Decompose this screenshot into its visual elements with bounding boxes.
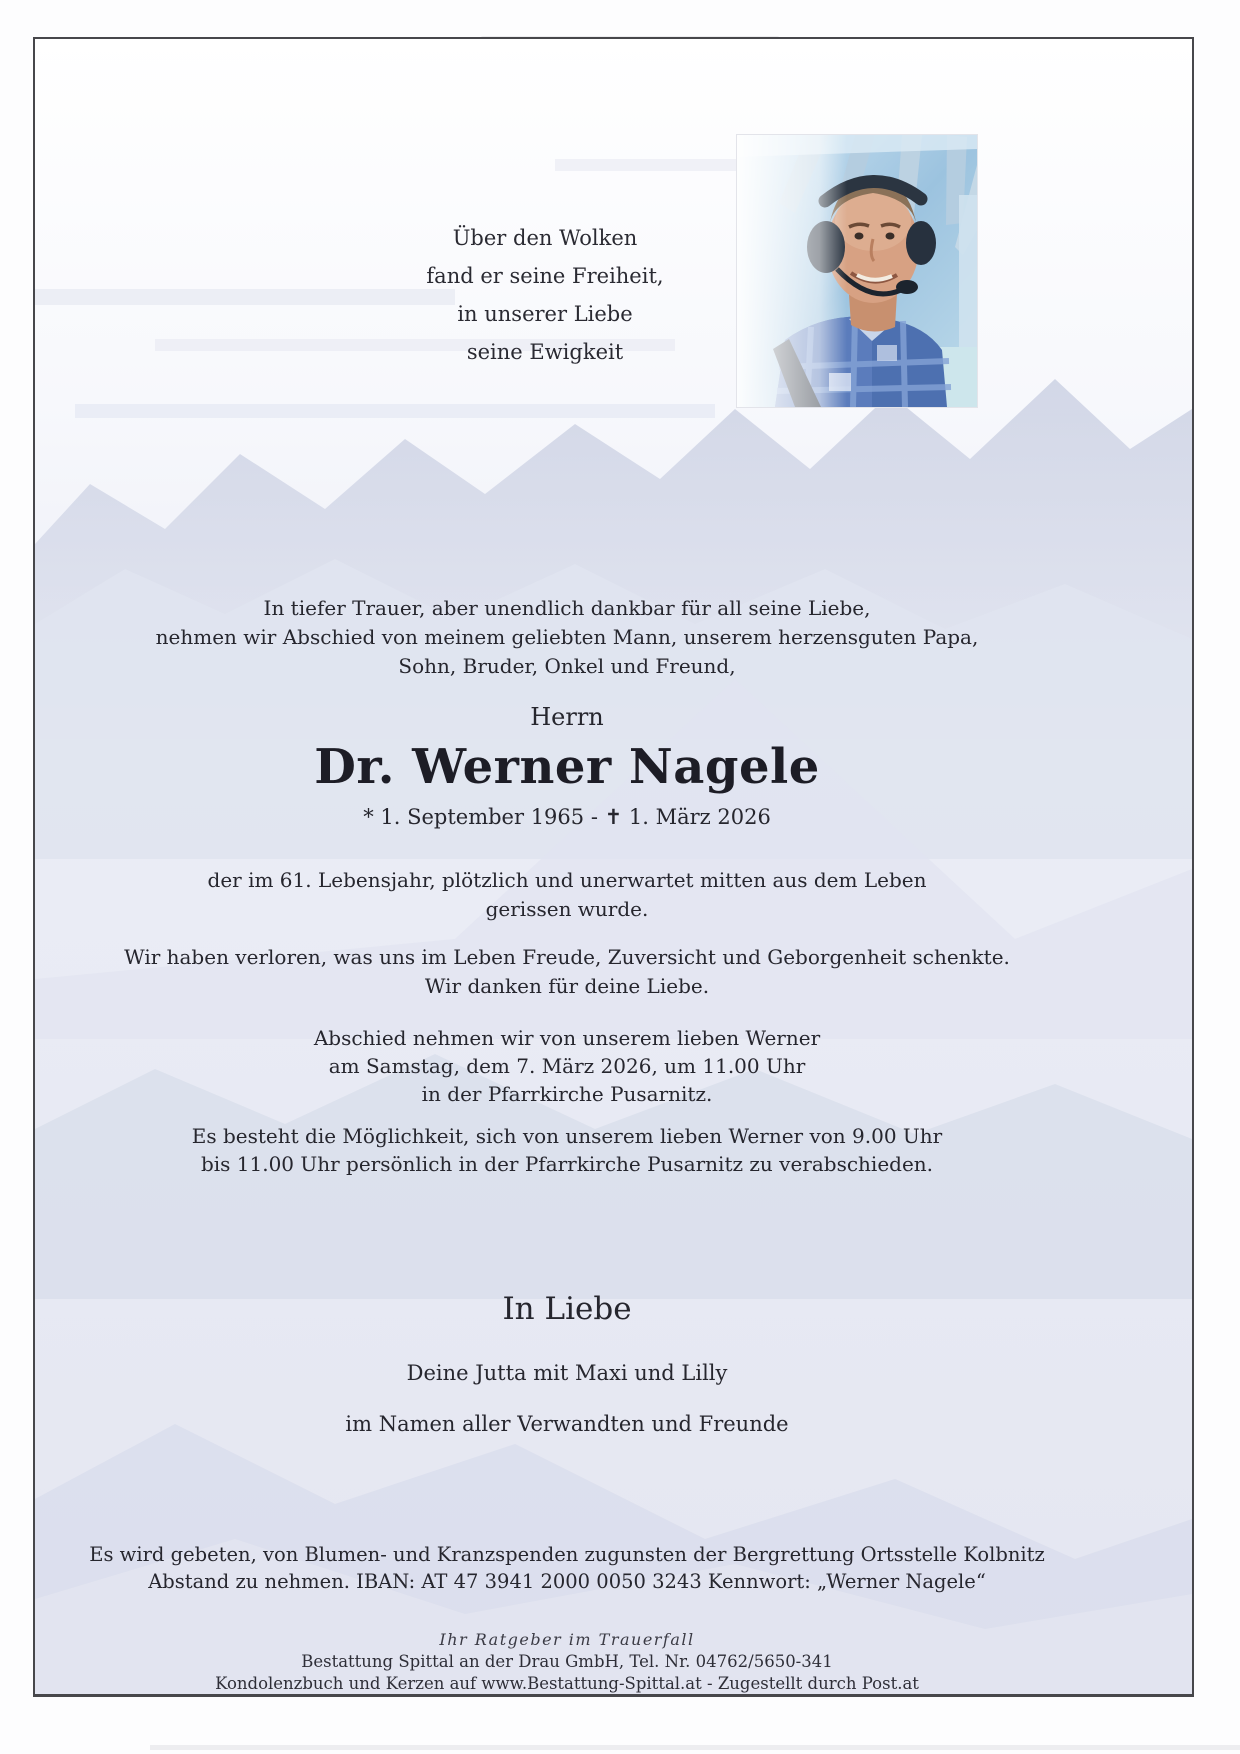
funeral-home-tagline: Ihr Ratgeber im Trauerfall [439,1630,695,1649]
deceased-name: Dr. Werner Nagele [314,739,820,795]
paragraph-viewing [35,1122,1099,1178]
intro-paragraph [35,594,1099,681]
intro-line: nehmen wir Abschied von meinem geliebten Mann, unserem herzensguten Papa, [155,625,979,649]
scan-edge-line [150,1745,1240,1750]
paragraph-line: Wir haben verloren, was uns im Leben Freude, Zuversicht und Geborgenheit schenkte. [124,945,1010,969]
poem-line: in unserer Liebe [457,302,633,326]
donation-line: Es wird gebeten, von Blumen- und Kranzspenden zugunsten der Bergrettung Ortsstelle Kolbnitz [89,1543,1045,1566]
closing-heading: In Liebe [502,1291,632,1327]
funeral-home-contact: Bestattung Spittal an der Drau GmbH, Tel. Nr. 04762/5650-341 [301,1652,833,1671]
paragraph-funeral-service [35,1024,1099,1108]
microphone [896,280,918,294]
portrait-photo [737,135,977,407]
paragraph-line: der im 61. Lebensjahr, plötzlich und unerwartet mitten aus dem Leben [207,868,927,892]
paragraph-line: am Samstag, dem 7. März 2026, um 11.00 Uhr [328,1054,806,1078]
intro-line: Sohn, Bruder, Onkel und Freund, [398,654,736,678]
paragraph-line: bis 11.00 Uhr persönlich in der Pfarrkirche Pusarnitz zu verabschieden. [200,1152,934,1176]
paragraph-line: gerissen wurde. [485,897,649,921]
poem-line: fand er seine Freiheit, [426,264,664,288]
donation-line: Abstand zu nehmen. IBAN: AT 47 3941 2000 0050 3243 Kennwort: „Werner Nagele“ [148,1570,986,1593]
closing-family: Deine Jutta mit Maxi und Lilly [406,1361,728,1385]
salutation: Herrn [530,703,604,731]
donation-note [35,1541,1099,1595]
funeral-home-links: Kondolenzbuch und Kerzen auf www.Bestattung-Spittal.at - Zugestellt durch Post.at [215,1674,919,1693]
poem-line: seine Ewigkeit [466,340,624,364]
intro-line: In tiefer Trauer, aber unendlich dankbar für all seine Liebe, [263,596,871,620]
paragraph-loss [35,943,1099,1001]
paragraph-circumstances [35,866,1099,924]
closing-on-behalf: im Namen aller Verwandten und Freunde [345,1412,789,1436]
poem-line: Über den Wolken [452,226,638,250]
obituary-card [33,37,1194,1697]
paragraph-line: Es besteht die Möglichkeit, sich von unserem lieben Werner von 9.00 Uhr [191,1124,943,1148]
paragraph-line: Abschied nehmen wir von unserem lieben Werner [313,1026,821,1050]
paragraph-line: Wir danken für deine Liebe. [424,974,710,998]
paragraph-line: in der Pfarrkirche Pusarnitz. [421,1082,713,1106]
birth-death-dates: * 1. September 1965 - ✝ 1. März 2026 [363,805,771,829]
